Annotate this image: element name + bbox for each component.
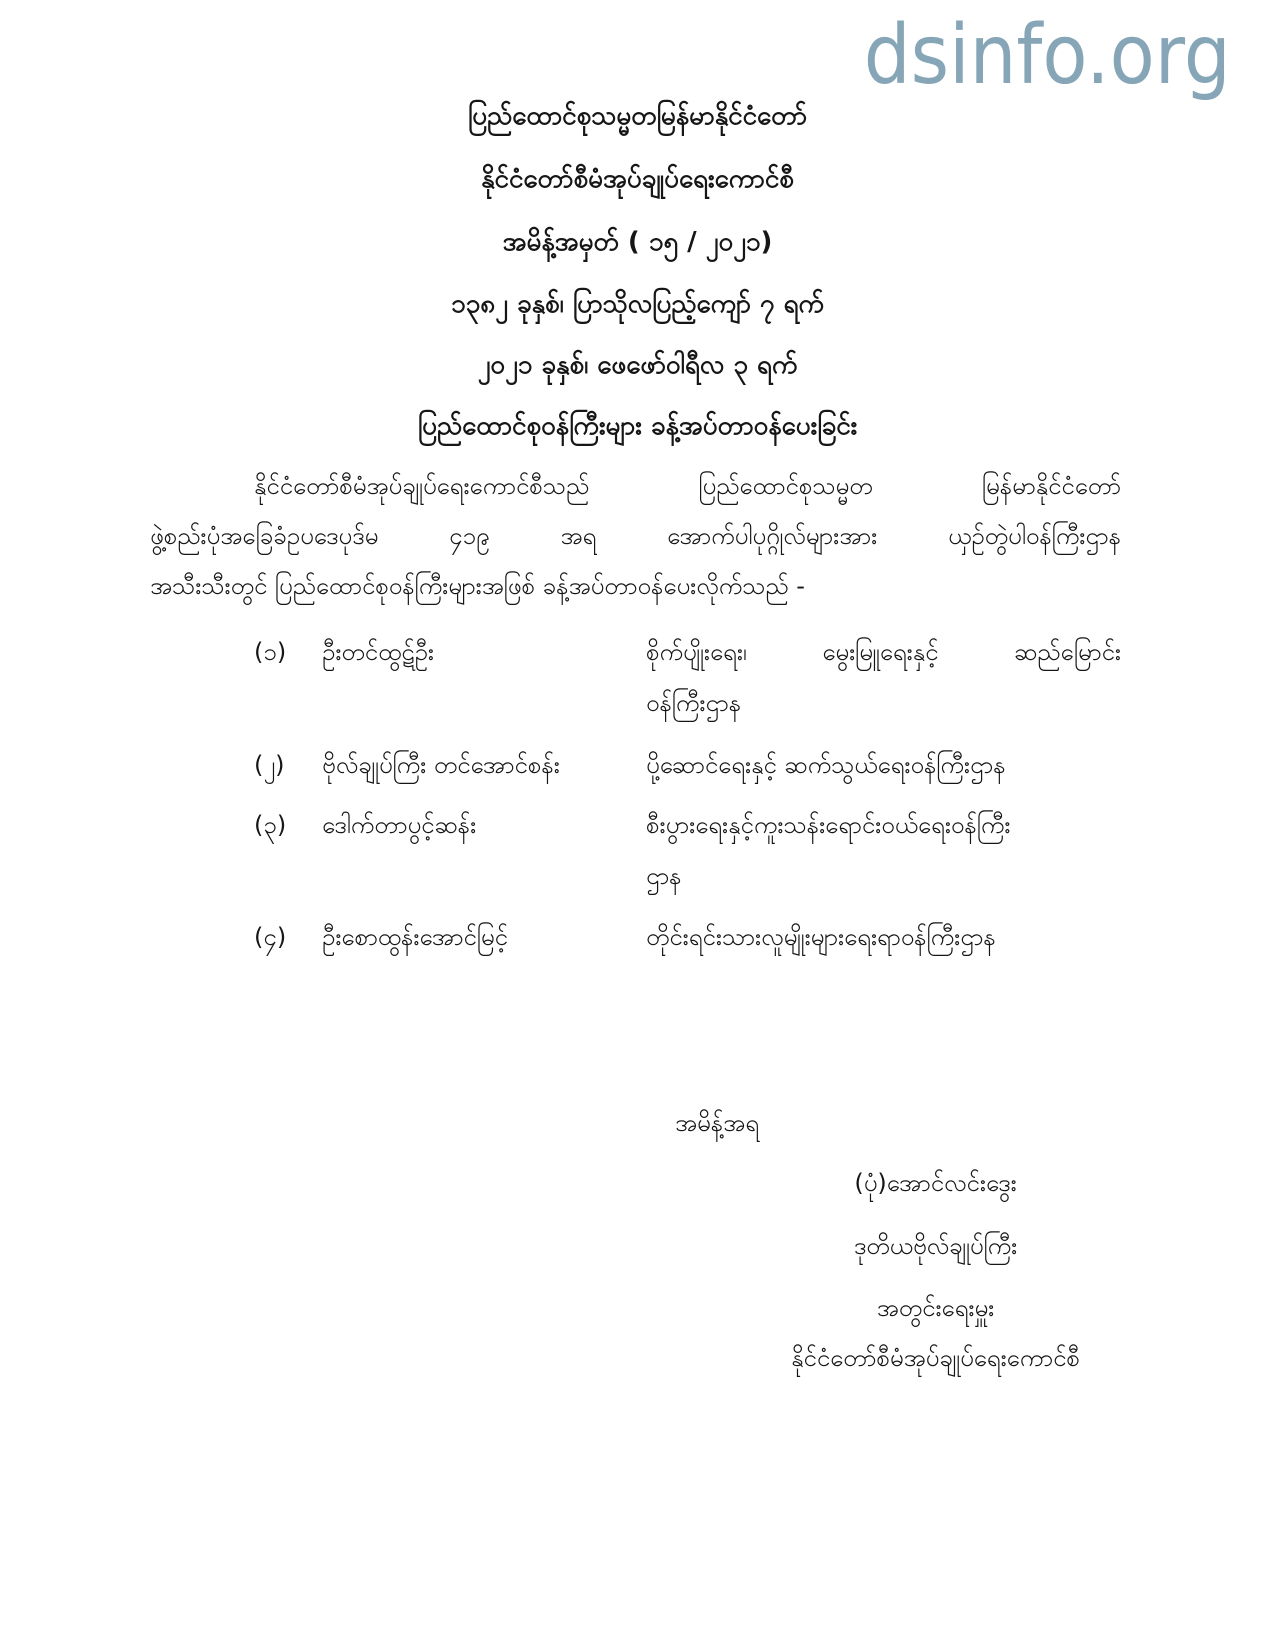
order-subject: ပြည်ထောင်စုဝန်ကြီးများ ခန့်အပ်တာဝန်ပေးခြင်း [417,411,858,441]
paragraph-line: နိုင်ငံတော်စီမံအုပ်ချုပ်ရေးကောင်စီသည် ပြည်ထောင်စုသမ္မတ မြန်မာနိုင်ငံတော် [254,472,1121,500]
appointee-name: ဒေါက်တာပွင့်ဆန်း [322,811,477,839]
by-order-label: အမိန့်အရ [675,1109,759,1137]
ministry-name: တိုင်းရင်းသားလူမျိုးများရေးရာဝန်ကြီးဌာန [646,923,996,951]
item-number: (၂) [254,751,285,779]
appointee-name: ဗိုလ်ချုပ်ကြီး တင်အောင်စန်း [322,751,560,779]
paragraph-line: ဖွဲ့စည်းပုံအခြေခံဥပဒေပုဒ်မ ၄၁၉ အရ အောက်ပါပုဂ္ဂိုလ်များအား ယှဉ်တွဲပါဝန်ကြီးဌာန [150,522,1121,550]
order-number: အမိန့်အမှတ် ( ၁၅ / ၂၀၂၁) [502,227,773,257]
ministry-name-continued: ဌာန [646,862,682,890]
ministry-name: ပို့ဆောင်ရေးနှင့် ဆက်သွယ်ရေးဝန်ကြီးဌာန [646,751,1006,779]
watermark: dsinfo.org [864,8,1231,103]
signer-rank: ဒုတိယဗိုလ်ချုပ်ကြီး [853,1232,1018,1260]
date-gregorian: ၂၀၂၁ ခုနှစ်၊ ဖေဖော်ဝါရီလ ၃ ရက် [477,350,798,380]
council-title: နိုင်ငံတော်စီမံအုပ်ချုပ်ရေးကောင်စီ [481,164,794,194]
country-title: ပြည်ထောင်စုသမ္မတမြန်မာနိုင်ငံတော် [467,101,808,131]
item-number: (၃) [254,811,287,839]
signer-name: (ပုံ)အောင်လင်းဒွေး [854,1169,1017,1197]
appointee-name: ဦးတင်ထွဋ်ဦး [322,638,435,666]
signer-title: အတွင်းရေးမှူး [876,1294,995,1322]
item-number: (၄) [254,923,287,951]
appointment-item [0,800,1275,904]
ministry-name-continued: ဝန်ကြီးဌာန [646,689,742,717]
signer-organization: နိုင်ငံတော်စီမံအုပ်ချုပ်ရေးကောင်စီ [791,1344,1080,1372]
appointee-name: ဦးစောထွန်းအောင်မြင့် [322,923,508,951]
item-number: (၁) [254,638,287,666]
date-myanmar: ၁၃၈၂ ခုနှစ်၊ ပြာသိုလပြည့်ကျော် ၇ ရက် [451,289,824,319]
ministry-name: စီးပွားရေးနှင့်ကူးသန်းရောင်းဝယ်ရေးဝန်ကြီး [646,811,1011,839]
appointment-item [0,627,1275,731]
paragraph-line: အသီးသီးတွင် ပြည်ထောင်စုဝန်ကြီးများအဖြစ် ခန့်အပ်တာဝန်ပေးလိုက်သည် - [150,572,805,600]
ministry-name: စိုက်ပျိုးရေး၊ မွေးမြူရေးနှင့် ဆည်မြောင်း [646,638,1121,666]
appointment-item [0,912,1275,1016]
